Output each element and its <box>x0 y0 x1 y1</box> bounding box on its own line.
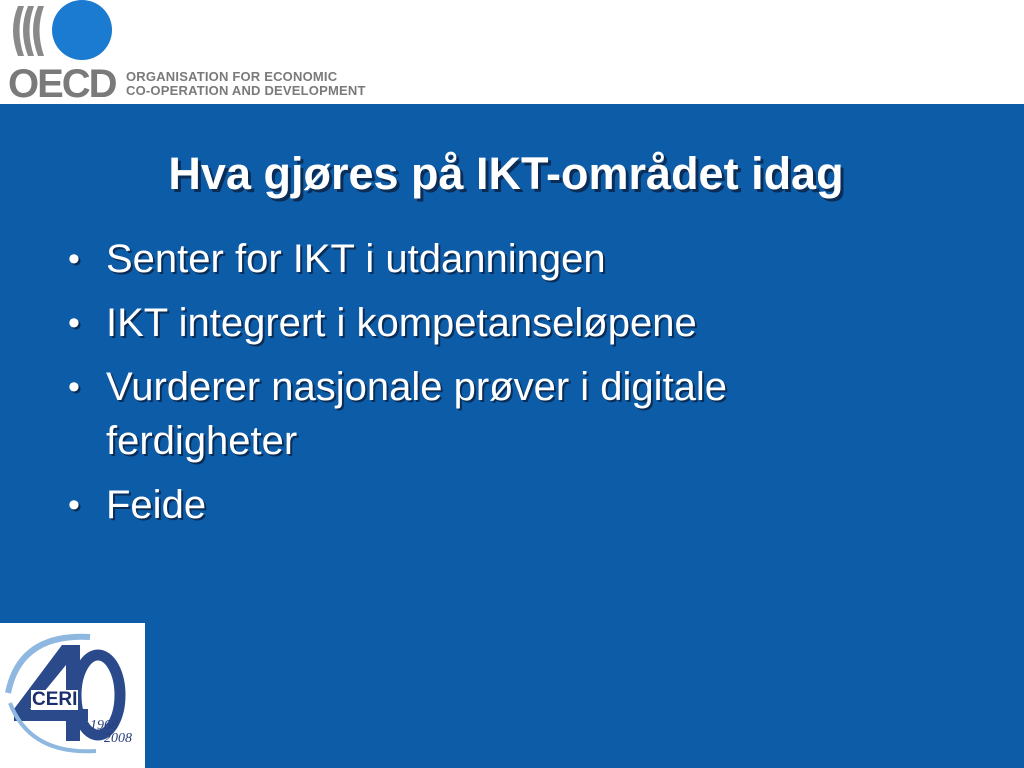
bullet-text: Senter for IKT i utdanningen <box>106 237 606 281</box>
org-name-line-1: ORGANISATION FOR ECONOMIC <box>126 69 338 84</box>
bullet-icon: • <box>68 486 80 524</box>
ceri-year-start: 1968 <box>90 718 118 733</box>
header-band <box>0 0 1024 104</box>
bullet-item <box>64 296 864 350</box>
bullet-item <box>64 360 864 468</box>
bullet-item <box>64 478 864 532</box>
bullet-icon: • <box>68 240 80 278</box>
bullet-list <box>64 232 864 542</box>
bullet-text: IKT integrert i kompetanseløpene <box>106 301 697 345</box>
bullet-text: Vurderer nasjonale prøver i digitale ferdigheter <box>106 365 728 463</box>
slide-title: Hva gjøres på IKT-området idag <box>168 148 844 199</box>
ceri-year-end: 2008 <box>104 731 132 746</box>
org-name-line-2: CO-OPERATION AND DEVELOPMENT <box>126 83 366 98</box>
oecd-wordmark: OECD <box>8 62 116 104</box>
bullet-icon: • <box>68 368 80 406</box>
ceri-logo <box>0 623 145 768</box>
bullet-icon: • <box>68 304 80 342</box>
bullet-text: Feide <box>106 483 207 527</box>
ceri-wordmark: CERI <box>32 689 78 710</box>
oecd-logo <box>8 0 368 104</box>
bullet-item <box>64 232 864 286</box>
